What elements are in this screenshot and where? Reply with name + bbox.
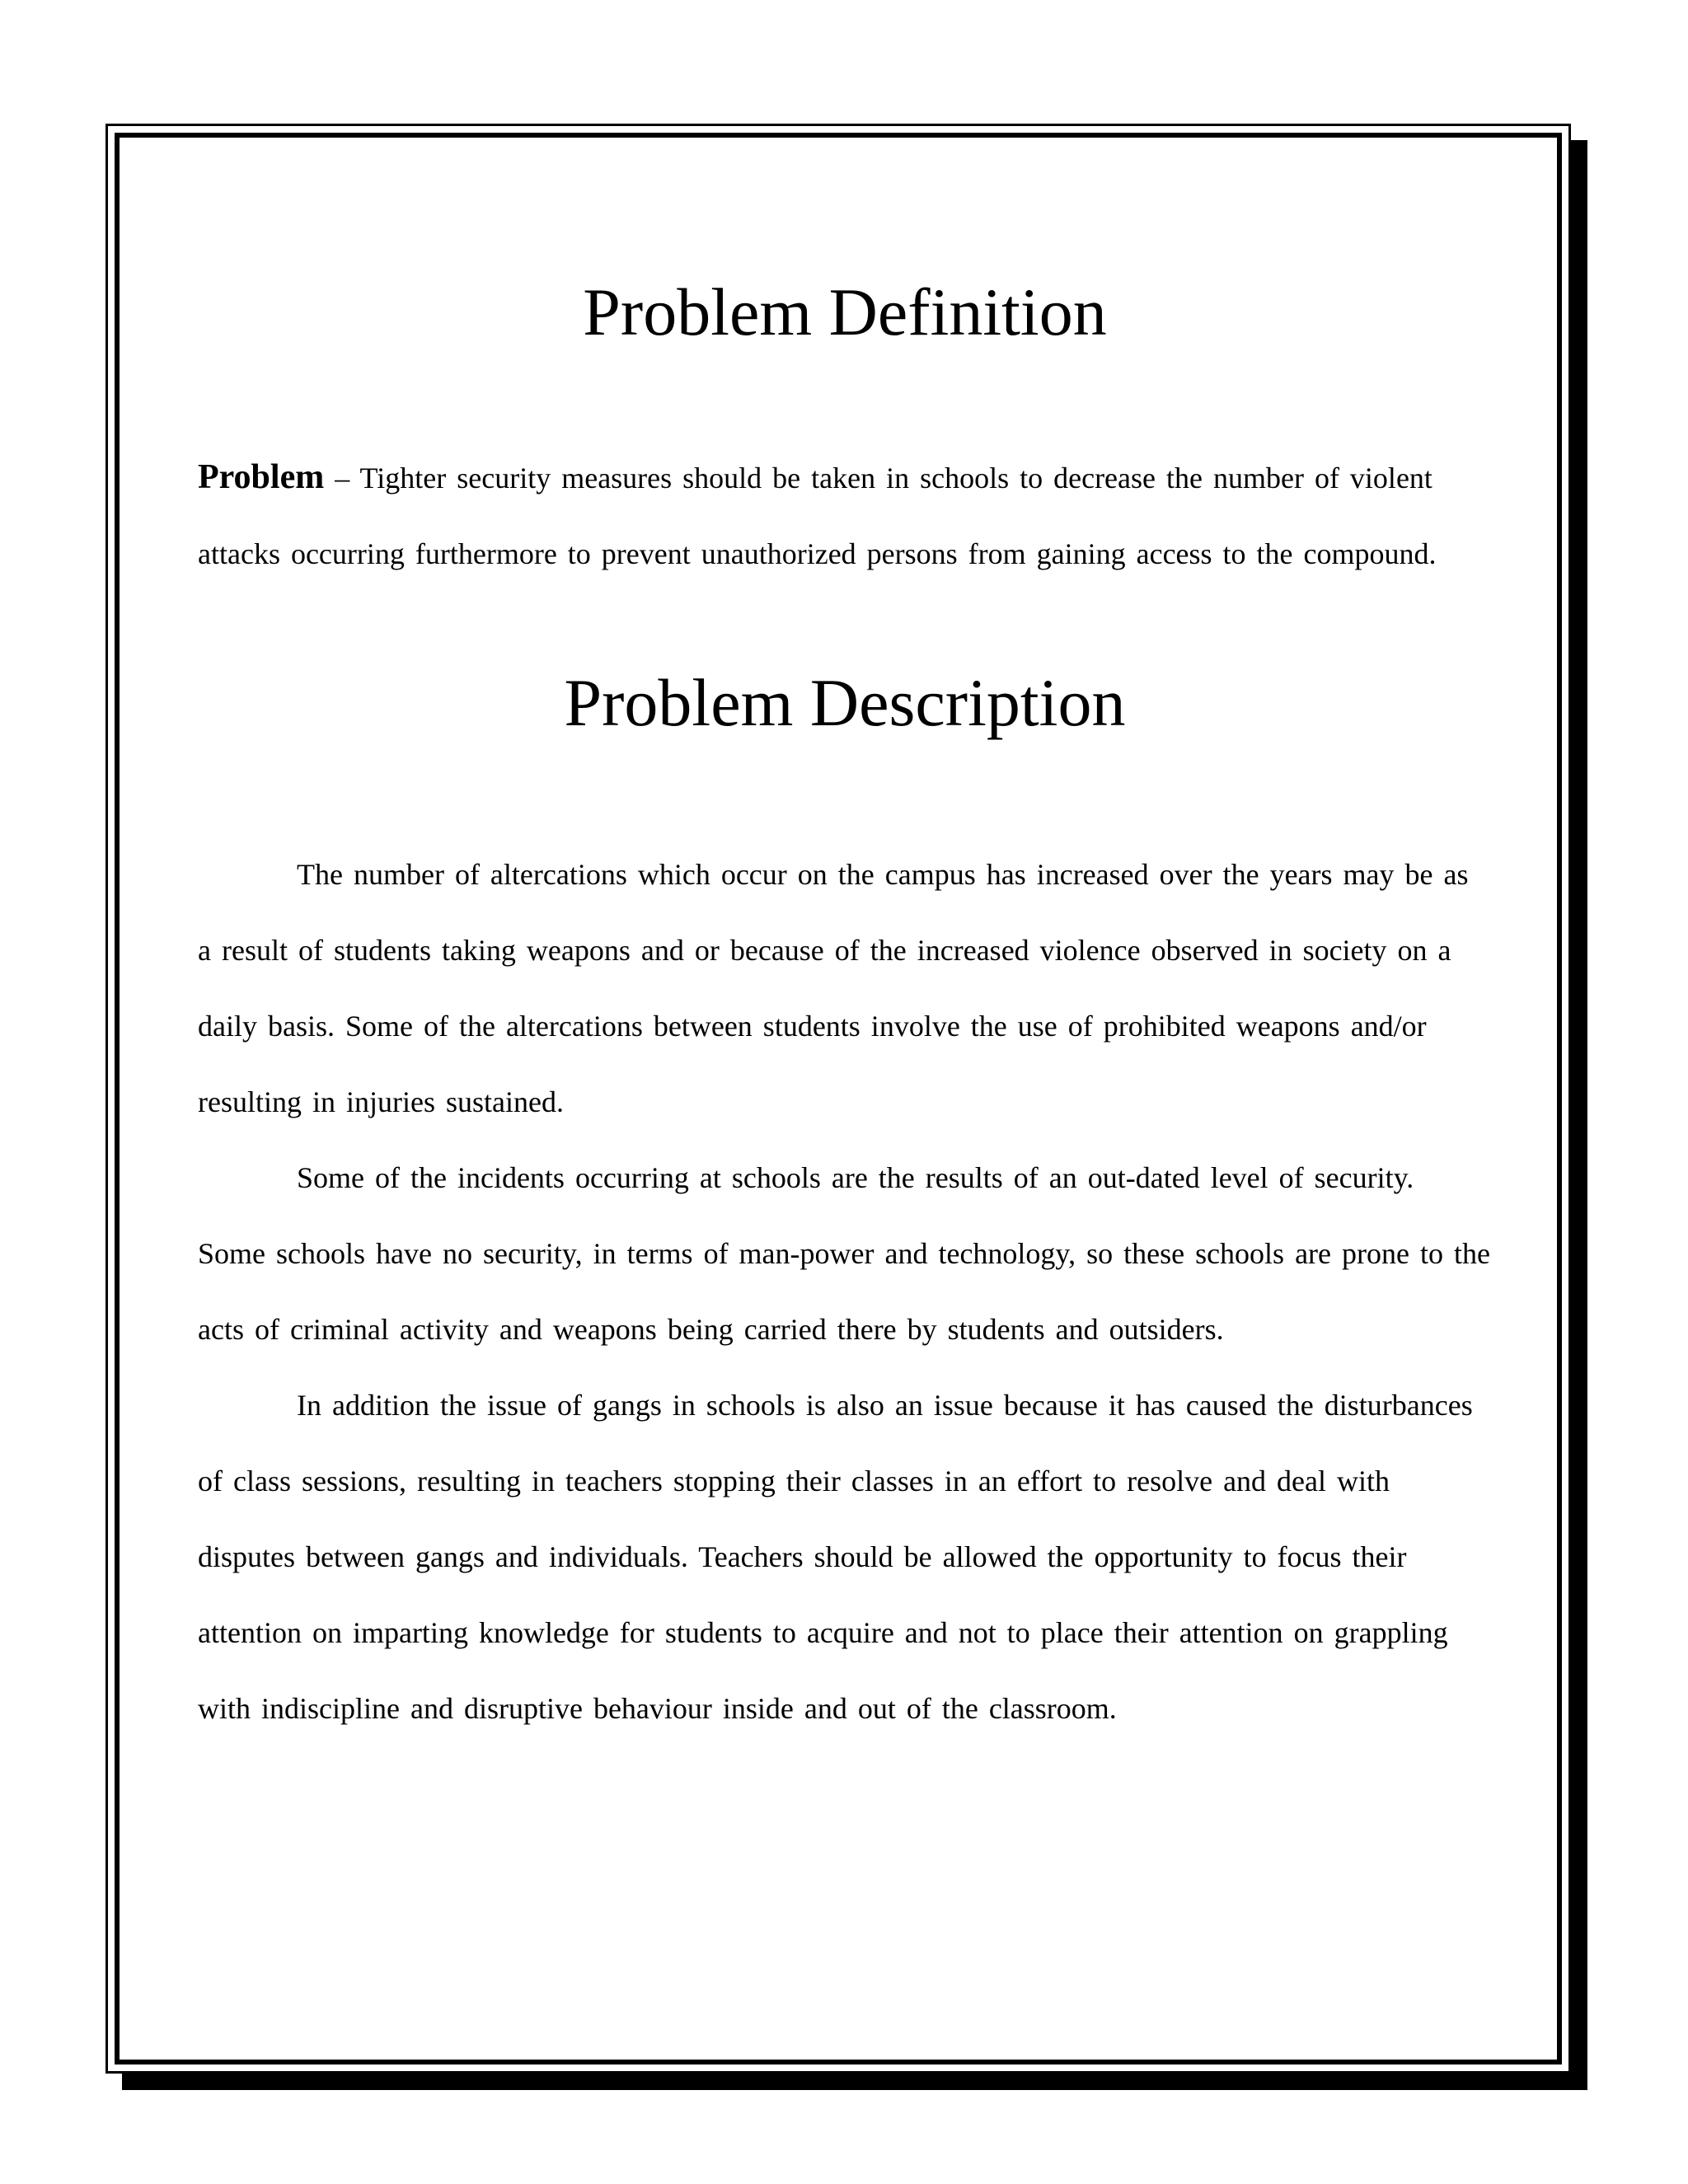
problem-definition-paragraph <box>198 439 1492 592</box>
description-paragraph-1: The number of altercations which occur on the campus has increased over the years may be as a result of students taking weapons and or because of the increased violence observed in society on a daily basis. Some of the altercations between students involve the use of prohibited weapons and/or resulting in injuries sustained. <box>198 857 1469 1118</box>
problem-description-heading: Problem Description <box>564 665 1126 741</box>
description-paragraph-3: In addition the issue of gangs in schools is also an issue because it has caused the disturbances of class sessions, resulting in teachers stopping their classes in an effort to resolve and deal with disputes between gangs and individuals. Teachers should be allowed the opportunity to focus their attention on imparting knowledge for students to acquire and not to place their attention on grappling with indiscipline and disruptive behaviour inside and out of the classroom. <box>198 1388 1473 1725</box>
description-paragraph-2: Some of the incidents occurring at schools are the results of an out-dated level of security. Some schools have no security, in terms of man-power and technology, so these schools are prone to the acts of criminal activity and weapons being carried there by students and outsiders. <box>198 1160 1490 1346</box>
page-content <box>198 247 1492 1746</box>
problem-definition-heading: Problem Definition <box>583 274 1107 349</box>
problem-lead-label: Problem <box>198 458 325 497</box>
problem-definition-text: – Tighter security measures should be taken in schools to decrease the number of violent attacks occurring furthermore to prevent unauthorized persons from gaining access to the compound. <box>198 462 1437 571</box>
